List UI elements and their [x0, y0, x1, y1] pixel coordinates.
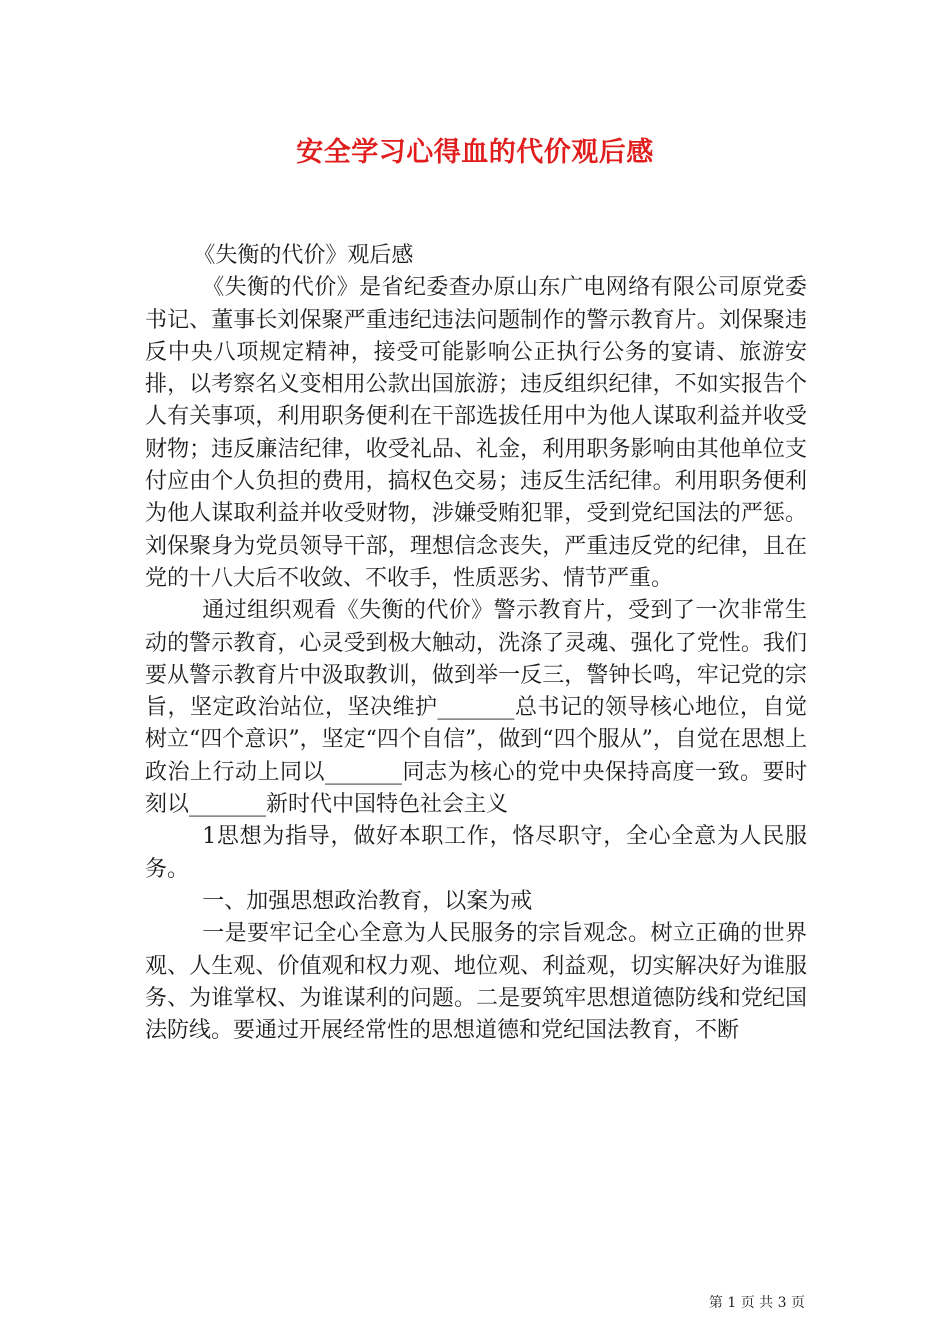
- document-title: 安全学习心得血的代价观后感: [296, 137, 654, 168]
- document-body: [145, 240, 807, 1047]
- section-heading: 一、加强思想政治教育，以案为戒: [202, 888, 533, 914]
- paragraph: 通过组织观看《失衡的代价》警示教育片，受到了一次非常生动的警示教育，心灵受到极大触动，洗涤了灵魂、强化了党性。我们要从警示教育片中汲取教训，做到举一反三，警钟长鸣，牢记党的宗旨，坚定政治站位，坚决维护_______总书记的领导核心地位，自觉树立“四个意识”，坚定“四个自信”，做到“四个服从”，自觉在思想上政治上行动上同以_______同志为核心的党中央保持高度一致。要时刻以_______新时代中国特色社会主义: [145, 598, 807, 818]
- page-number: 第 1 页 共 3 页: [708, 1295, 805, 1311]
- paragraph: 《失衡的代价》是省纪委查办原山东广电网络有限公司原党委书记、董事长刘保聚严重违纪违法问题制作的警示教育片。刘保聚违反中央八项规定精神，接受可能影响公正执行公务的宴请、旅游安排，以考察名义变相用公款出国旅游；违反组织纪律，不如实报告个人有关事项，利用职务便利在干部选拔任用中为他人谋取利益并收受财物；违反廉洁纪律，收受礼品、礼金，利用职务影响由其他单位支付应由个人负担的费用，搞权色交易；违反生活纪律。利用职务便利为他人谋取利益并收受财物，涉嫌受贿犯罪，受到党纪国法的严惩。刘保聚身为党员领导干部，理想信念丧失，严重违反党的纪律，且在党的十八大后不收敛、不收手，性质恶劣、情节严重。: [145, 275, 807, 591]
- paragraph: 一是要牢记全心全意为人民服务的宗旨观念。树立正确的世界观、人生观、价值观和权力观、地位观、利益观，切实解决好为谁服务、为谁掌权、为谁谋利的问题。二是要筑牢思想道德防线和党纪国法防线。要通过开展经常性的思想道德和党纪国法教育，不断: [145, 921, 807, 1044]
- paragraph-subtitle: 《失衡的代价》观后感: [193, 243, 414, 268]
- paragraph: 1思想为指导，做好本职工作，恪尽职守，全心全意为人民服务。: [145, 824, 807, 882]
